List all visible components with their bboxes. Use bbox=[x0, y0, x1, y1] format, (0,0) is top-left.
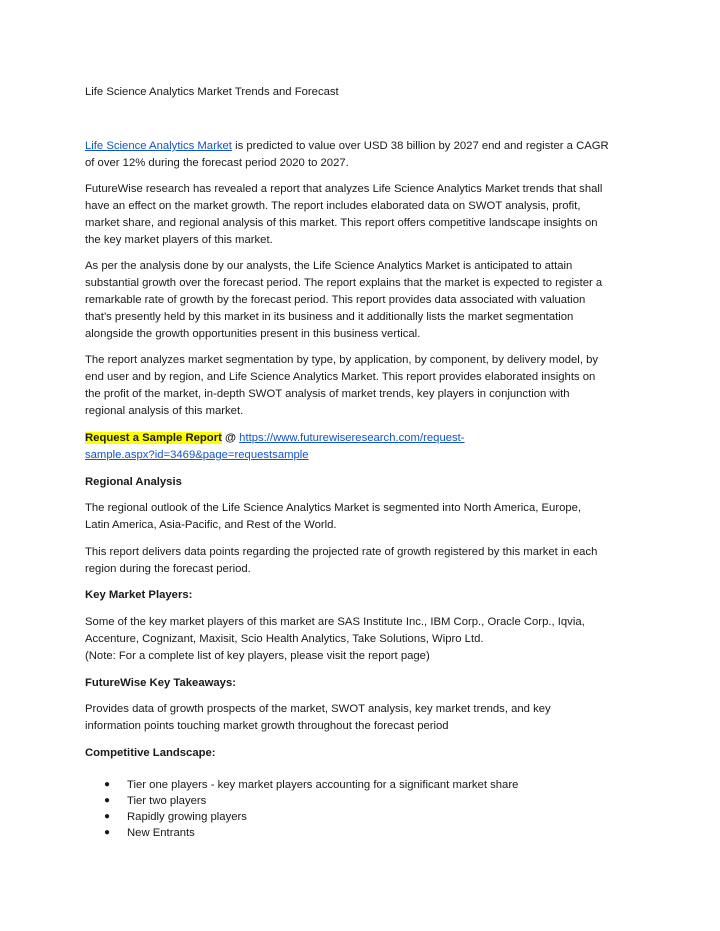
para3-line: substantial growth over the forecast period. The report explains that the market is expected to register a bbox=[85, 277, 603, 289]
regional-p2-line: This report delivers data points regarding the projected rate of growth registered by this market in each bbox=[85, 546, 598, 558]
key-players-heading: Key Market Players: bbox=[85, 589, 193, 601]
para4-line: the profit of the market, in-depth SWOT analysis of market trends, key players in conjunction with bbox=[85, 388, 570, 400]
sample-at-sign: @ bbox=[221, 432, 240, 444]
regional-p2-line: region during the forecast period. bbox=[85, 563, 251, 575]
para2-line: market share, and regional analysis of this market. This report offers competitive landscape insights on bbox=[85, 217, 598, 229]
bullet-icon: ● bbox=[104, 827, 111, 838]
key-players-line: Some of the key market players of this market are SAS Institute Inc., IBM Corp., Oracle Corp., Iqvia, bbox=[85, 616, 585, 628]
regional-heading: Regional Analysis bbox=[85, 476, 182, 488]
para3-line: alongside the growth opportunities present in this business vertical. bbox=[85, 328, 421, 340]
para2-line: have an effect on the market growth. The report includes elaborated data on SWOT analysis, profit, bbox=[85, 200, 581, 212]
takeaways-line: information points touching market growth throughout the forecast period bbox=[85, 720, 449, 732]
list-item-text: New Entrants bbox=[127, 827, 195, 839]
list-item bbox=[85, 793, 645, 809]
regional-p1-line: The regional outlook of the Life Science Analytics Market is segmented into North America, Europe, bbox=[85, 502, 582, 514]
sample-url-line-2 bbox=[85, 447, 309, 463]
market-link[interactable]: Life Science Analytics Market bbox=[85, 140, 232, 152]
key-players-line: Accenture, Cognizant, Maxisit, Scio Health Analytics, Take Solutions, Wipro Ltd. bbox=[85, 633, 484, 645]
para2-line: the key market players of this market. bbox=[85, 234, 273, 246]
para2-line: FutureWise research has revealed a report that analyzes Life Science Analytics Market trends that shall bbox=[85, 183, 603, 195]
list-item-text: Tier one players - key market players accounting for a significant market share bbox=[127, 779, 519, 791]
takeaways-line: Provides data of growth prospects of the market, SWOT analysis, key market trends, and key bbox=[85, 703, 551, 715]
key-players-note: (Note: For a complete list of key players, please visit the report page) bbox=[85, 650, 430, 662]
regional-p1-line: Latin America, Asia-Pacific, and Rest of the World. bbox=[85, 519, 337, 531]
para4-line: regional analysis of this market. bbox=[85, 405, 244, 417]
para4-line: end user and by region, and Life Science Analytics Market. This report provides elaborated insights on bbox=[85, 371, 596, 383]
competitive-heading: Competitive Landscape: bbox=[85, 747, 216, 759]
sample-url-link-continued[interactable]: sample.aspx?id=3469&page=requestsample bbox=[85, 449, 309, 461]
para3-line: remarkable rate of growth by the forecast period. This report provides data associated with valuation bbox=[85, 294, 586, 306]
para3-line: As per the analysis done by our analysts, the Life Science Analytics Market is anticipated to attain bbox=[85, 260, 573, 272]
intro-text: is predicted to value over USD 38 billion by 2027 end and register a CAGR bbox=[231, 140, 609, 152]
page-title: Life Science Analytics Market Trends and Forecast bbox=[85, 86, 339, 98]
intro-line-1 bbox=[85, 138, 609, 154]
sample-request-line bbox=[85, 430, 465, 446]
intro-line-2: of over 12% during the forecast period 2020 to 2027. bbox=[85, 157, 349, 169]
list-item bbox=[85, 825, 645, 841]
bullet-icon: ● bbox=[104, 795, 111, 806]
list-item bbox=[85, 777, 645, 793]
para3-line: that’s presently held by this market in its business and it additionally lists the market segmentation bbox=[85, 311, 574, 323]
list-item bbox=[85, 809, 645, 825]
list-item-text: Rapidly growing players bbox=[127, 811, 247, 823]
sample-request-label: Request a Sample Report bbox=[85, 432, 222, 444]
para4-line: The report analyzes market segmentation by type, by application, by component, by delivery model, by bbox=[85, 354, 599, 366]
competitive-bullet-list bbox=[85, 777, 645, 841]
list-item-text: Tier two players bbox=[127, 795, 207, 807]
takeaways-heading: FutureWise Key Takeaways: bbox=[85, 677, 237, 689]
sample-url-link[interactable]: https://www.futurewiseresearch.com/request- bbox=[239, 432, 465, 444]
bullet-icon: ● bbox=[104, 779, 111, 790]
bullet-icon: ● bbox=[104, 811, 111, 822]
